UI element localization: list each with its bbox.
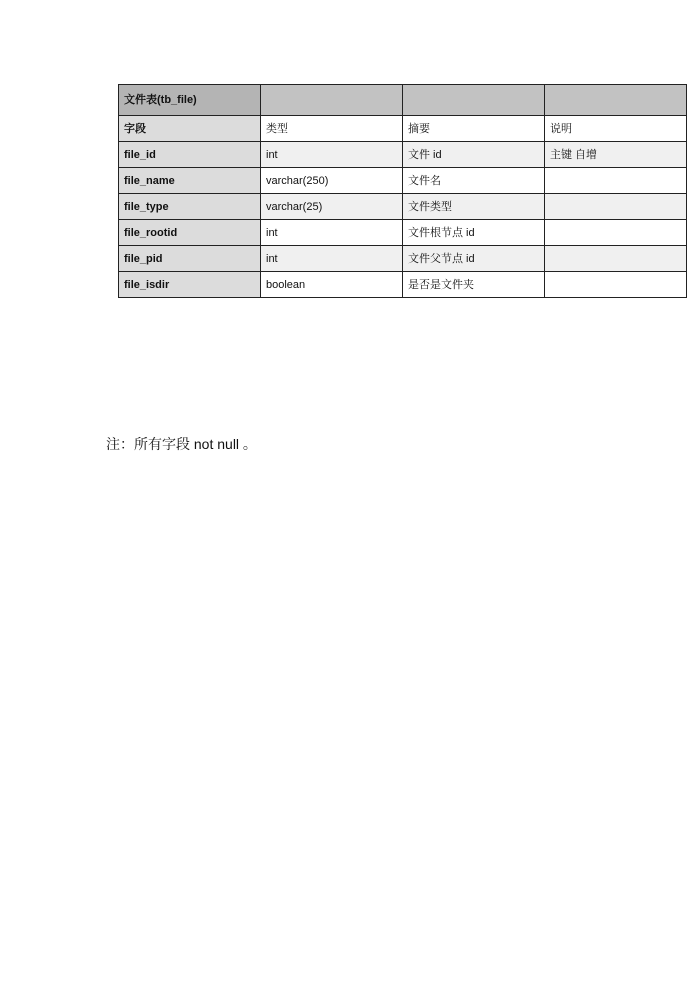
table-row [119,246,687,272]
field-type-cell: int [261,246,403,272]
table-title-empty-cell [261,85,403,116]
table-row [119,142,687,168]
field-name-cell: file_isdir [119,272,261,298]
column-header-row [119,116,687,142]
column-header-summary: 摘要 [403,116,545,142]
field-name-cell: file_type [119,194,261,220]
field-summary-cell: 文件名 [403,168,545,194]
field-note-cell [545,246,687,272]
table-title-empty-cell [403,85,545,116]
table-title-empty-cell [545,85,687,116]
field-note-cell: 主键 自增 [545,142,687,168]
field-note-cell [545,194,687,220]
field-type-cell: int [261,220,403,246]
field-name-cell: file_id [119,142,261,168]
footnote-text: 注：所有字段 not null 。 [106,436,257,452]
table-row [119,194,687,220]
field-note-cell [545,168,687,194]
table-row [119,272,687,298]
field-type-cell: boolean [261,272,403,298]
tb-file-schema-table [118,84,687,298]
table-title-row [119,85,687,116]
field-type-cell: varchar(250) [261,168,403,194]
field-note-cell [545,220,687,246]
field-summary-cell: 文件根节点 id [403,220,545,246]
field-note-cell [545,272,687,298]
column-header-note: 说明 [545,116,687,142]
table-title: 文件表(tb_file) [119,85,261,116]
field-summary-cell: 文件类型 [403,194,545,220]
field-name-cell: file_name [119,168,261,194]
field-type-cell: varchar(25) [261,194,403,220]
field-name-cell: file_rootid [119,220,261,246]
column-header-field: 字段 [119,116,261,142]
table-row [119,220,687,246]
field-type-cell: int [261,142,403,168]
field-summary-cell: 是否是文件夹 [403,272,545,298]
field-summary-cell: 文件父节点 id [403,246,545,272]
field-summary-cell: 文件 id [403,142,545,168]
table-row [119,168,687,194]
field-name-cell: file_pid [119,246,261,272]
column-header-type: 类型 [261,116,403,142]
